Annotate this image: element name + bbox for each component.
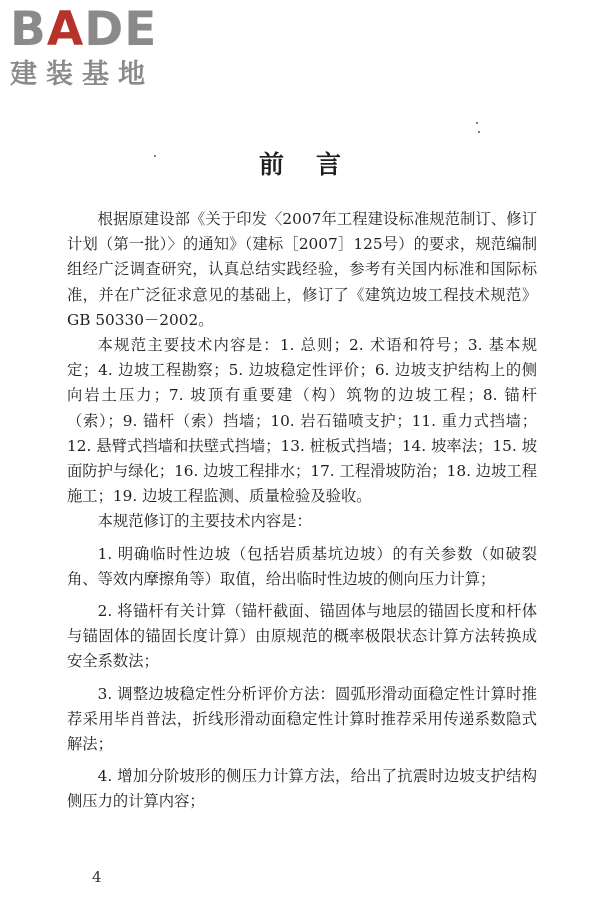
- paragraph-item-4: 4. 增加分阶坡形的侧压力计算方法，给出了抗震时边坡支护结构侧压力的计算内容；: [67, 767, 537, 811]
- site-logo: [8, 2, 178, 97]
- paragraph-revision-heading: 本规范修订的主要技术内容是：: [97, 512, 312, 531]
- page-number: 4: [92, 868, 102, 886]
- page-title: 前言: [258, 150, 373, 179]
- scan-speck: [476, 122, 478, 124]
- preface-body: [67, 207, 537, 815]
- paragraph-item-1: 1. 明确临时性边坡（包括岩质基坑边坡）的有关参数（如破裂角、等效内摩擦角等）取值，给出临时性边坡的侧向压力计算；: [67, 544, 537, 588]
- paragraph-intro: 根据原建设部《关于印发〈2007年工程建设标准规范制订、修订计划（第一批）〉的通知》（建标［2007］125号）的要求，规范编制组经广泛调查研究，认真总结实践经验，参考有关国内标准和国际标准，并在广泛征求意见的基础上，修订了《建筑边坡工程技术规范》GB 50330－2002。: [67, 210, 537, 329]
- paragraph-contents: 本规范主要技术内容是：1. 总则；2. 术语和符号；3. 基本规定；4. 边坡工程勘察；5. 边坡稳定性评价；6. 边坡支护结构上的侧向岩土压力；7. 坡顶有重要建（构）筑物的边坡工程；8. 锚杆（索）；9. 锚杆（索）挡墙；10. 岩石锚喷支护；11. 重力式挡墙；12. 悬臂式挡墙和扶壁式挡墙；13. 桩板式挡墙；14. 坡率法；15. 坡面防护与绿化；16. 边坡工程排水；17. 工程滑坡防治；18. 边坡工程施工；19. 边坡工程监测、质量检验及验收。: [67, 336, 537, 506]
- paragraph-item-2: 2. 将锚杆有关计算（锚杆截面、锚固体与地层的锚固长度和杆体与锚固体的锚固长度计算）由原规范的概率极限状态计算方法转换成安全系数法；: [67, 602, 537, 671]
- logo-subtitle: 建装基地: [10, 59, 154, 90]
- logo-accent-letter: A: [46, 2, 85, 57]
- paragraph-item-3: 3. 调整边坡稳定性分析评价方法：圆弧形滑动面稳定性计算时推荐采用毕肖普法，折线形滑动面稳定性计算时推荐采用传递系数隐式解法；: [67, 684, 537, 754]
- logo-wordmark: BADE: [10, 2, 158, 57]
- scan-speck: [478, 131, 480, 133]
